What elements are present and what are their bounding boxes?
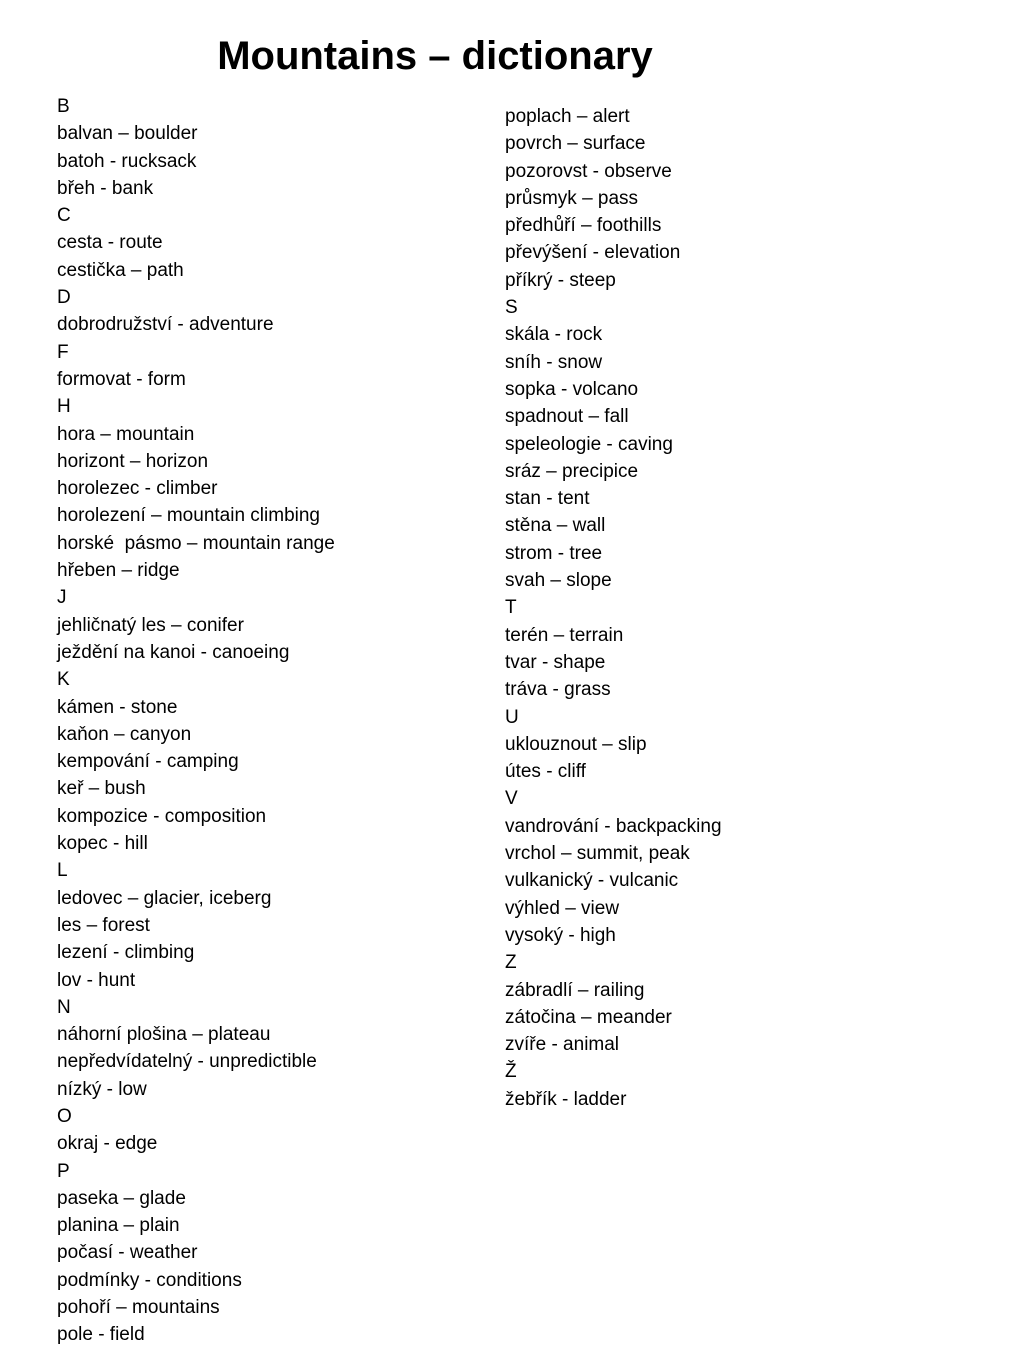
page-title: Mountains – dictionary xyxy=(217,34,653,78)
letter-heading: C xyxy=(57,205,71,227)
dictionary-entry: poplach – alert xyxy=(505,106,630,127)
dictionary-entry: horolezení – mountain climbing xyxy=(57,505,320,527)
dictionary-entry: nízký - low xyxy=(57,1078,147,1100)
dictionary-entry: kompozice - composition xyxy=(57,805,267,827)
dictionary-entry: vysoký - high xyxy=(505,924,616,946)
dictionary-entry: nepředvídatelný - unpredictible xyxy=(57,1051,317,1073)
dictionary-entry: pole - field xyxy=(57,1324,145,1346)
dictionary-entry: hora – mountain xyxy=(57,423,195,445)
dictionary-entry: náhorní plošina – plateau xyxy=(57,1024,271,1046)
dictionary-entry: zátočina – meander xyxy=(505,1006,672,1028)
dictionary-entry: cestička – path xyxy=(57,259,184,281)
dictionary-entry: pozorovst - observe xyxy=(505,160,672,182)
dictionary-entry: břeh - bank xyxy=(57,177,154,199)
dictionary-entry: balvan – boulder xyxy=(57,123,198,145)
dictionary-entry: strom - tree xyxy=(505,542,603,564)
letter-heading: D xyxy=(57,287,71,309)
dictionary-entry: výhled – view xyxy=(505,897,620,919)
dictionary-entry: speleologie - caving xyxy=(505,433,673,455)
dictionary-entry: jehličnatý les – conifer xyxy=(57,614,244,636)
dictionary-entry: tráva - grass xyxy=(505,679,611,701)
dictionary-entry: vrchol – summit, peak xyxy=(505,843,690,865)
right-column xyxy=(505,103,722,1113)
left-column xyxy=(57,93,335,1349)
letter-heading: T xyxy=(505,597,517,619)
letter-heading: K xyxy=(57,669,70,691)
dictionary-entry: podmínky - conditions xyxy=(57,1269,242,1291)
letter-heading: P xyxy=(57,1160,70,1182)
dictionary-entry: žebřík - ladder xyxy=(505,1088,627,1110)
dictionary-entry: dobrodružství - adventure xyxy=(57,314,274,336)
dictionary-entry: okraj - edge xyxy=(57,1133,158,1155)
letter-heading: N xyxy=(57,996,71,1018)
dictionary-entry: sníh - snow xyxy=(505,351,603,373)
dictionary-entry: hřeben – ridge xyxy=(57,560,180,582)
dictionary-entry: průsmyk – pass xyxy=(505,187,639,209)
dictionary-entry: kempování - camping xyxy=(57,751,239,773)
dictionary-entry: keř – bush xyxy=(57,778,146,800)
letter-heading: S xyxy=(505,297,518,319)
letter-heading: O xyxy=(57,1105,72,1127)
dictionary-entry: zábradlí – railing xyxy=(505,979,645,1001)
dictionary-entry: uklouznout – slip xyxy=(505,733,647,755)
letter-heading: L xyxy=(57,860,68,882)
dictionary-entry: spadnout – fall xyxy=(505,406,629,428)
letter-heading: U xyxy=(505,706,519,728)
dictionary-entry: tvar - shape xyxy=(505,651,606,673)
dictionary-entry: kopec - hill xyxy=(57,833,148,855)
letter-heading: V xyxy=(505,788,518,810)
letter-heading: Ž xyxy=(505,1061,517,1083)
dictionary-entry: převýšení - elevation xyxy=(505,242,681,264)
letter-heading: B xyxy=(57,96,70,117)
dictionary-entry: sopka - volcano xyxy=(505,378,639,400)
letter-heading: F xyxy=(57,341,69,363)
dictionary-entry: pohoří – mountains xyxy=(57,1297,220,1319)
dictionary-entry: zvíře - animal xyxy=(505,1034,620,1056)
dictionary-entry: horolezec - climber xyxy=(57,478,218,500)
dictionary-entry: skála - rock xyxy=(505,324,603,346)
dictionary-entry: útes - cliff xyxy=(505,761,586,783)
dictionary-entry: stěna – wall xyxy=(505,515,606,537)
dictionary-entry: počasí - weather xyxy=(57,1242,198,1264)
dictionary-entry: ježdění na kanoi - canoeing xyxy=(57,641,290,663)
dictionary-entry: terén – terrain xyxy=(505,624,624,646)
dictionary-entry: paseka – glade xyxy=(57,1187,186,1209)
dictionary-entry: kaňon – canyon xyxy=(57,723,192,745)
dictionary-entry: lov - hunt xyxy=(57,969,136,991)
dictionary-entry: předhůří – foothills xyxy=(505,215,662,237)
dictionary-entry: vandrování - backpacking xyxy=(505,815,722,837)
dictionary-entry: vulkanický - vulcanic xyxy=(505,870,679,892)
dictionary-entry: les – forest xyxy=(57,914,150,936)
letter-heading: J xyxy=(57,587,67,609)
dictionary-entry: ledovec – glacier, iceberg xyxy=(57,887,272,909)
letter-heading: Z xyxy=(505,952,517,974)
dictionary-entry: lezení - climbing xyxy=(57,942,195,964)
dictionary-entry: svah – slope xyxy=(505,570,612,592)
dictionary-entry: horské pásmo – mountain range xyxy=(57,532,335,554)
dictionary-entry: cesta - route xyxy=(57,232,163,254)
letter-heading: H xyxy=(57,396,71,418)
dictionary-entry: příkrý - steep xyxy=(505,269,616,291)
dictionary-entry: batoh - rucksack xyxy=(57,150,197,172)
dictionary-entry: sráz – precipice xyxy=(505,460,639,482)
dictionary-entry: formovat - form xyxy=(57,368,186,390)
dictionary-entry: planina – plain xyxy=(57,1215,180,1237)
dictionary-entry: povrch – surface xyxy=(505,133,646,155)
dictionary-entry: stan - tent xyxy=(505,488,590,510)
dictionary-entry: kámen - stone xyxy=(57,696,178,718)
dictionary-entry: horizont – horizon xyxy=(57,450,209,472)
